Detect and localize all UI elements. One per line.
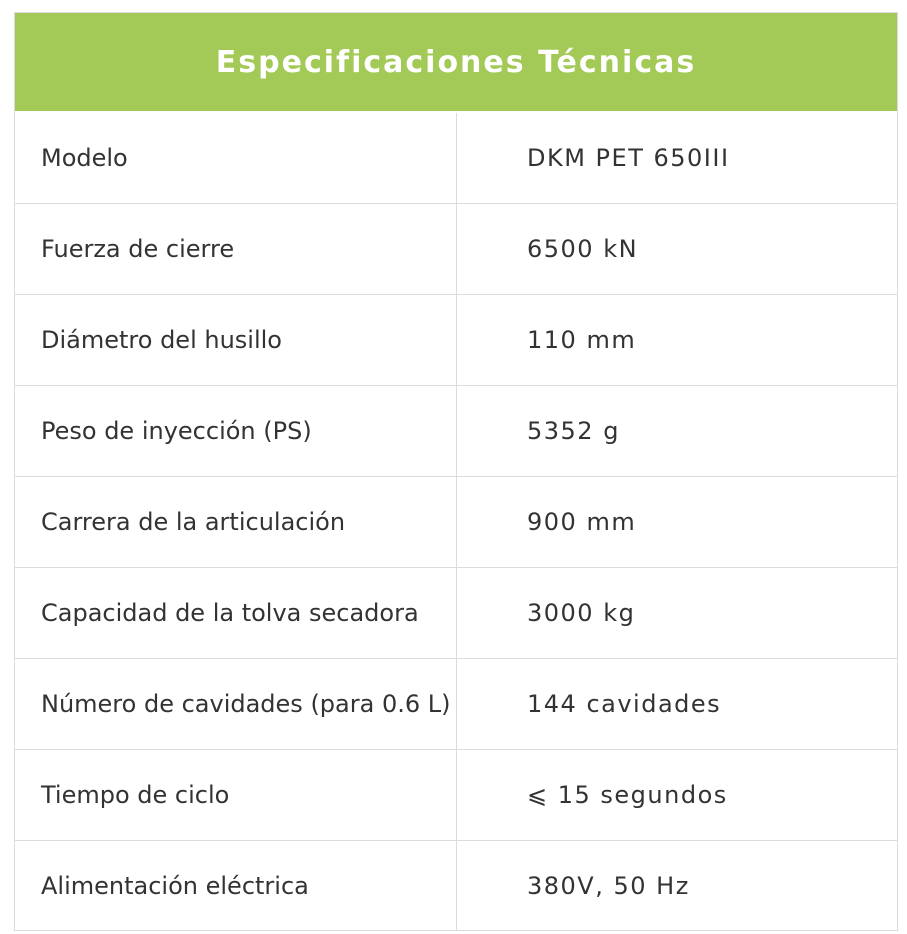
row-value: 144 cavidades — [527, 690, 722, 718]
table-row — [15, 749, 897, 840]
row-value: 3000 kg — [527, 599, 636, 627]
row-value: ⩽ 15 segundos — [527, 781, 728, 809]
table-row — [15, 113, 897, 203]
row-value: 900 mm — [527, 508, 637, 536]
row-value: 110 mm — [527, 326, 637, 354]
row-value: DKM PET 650III — [527, 144, 730, 172]
row-label: Fuerza de cierre — [15, 204, 457, 294]
row-value: 380V, 50 Hz — [527, 871, 690, 900]
table-row — [15, 294, 897, 385]
row-label: Capacidad de la tolva secadora — [15, 568, 457, 658]
table-row — [15, 567, 897, 658]
spec-table — [14, 12, 898, 931]
row-value: 5352 g — [527, 417, 620, 445]
table-title: Especificaciones Técnicas — [215, 44, 697, 80]
row-label: Peso de inyección (PS) — [15, 386, 457, 476]
table-row — [15, 385, 897, 476]
row-label: Carrera de la articulación — [15, 477, 457, 567]
row-label: Diámetro del husillo — [15, 295, 457, 385]
table-row — [15, 476, 897, 567]
row-label: Modelo — [15, 113, 457, 203]
table-row — [15, 658, 897, 749]
table-header — [15, 13, 897, 113]
row-label: Alimentación eléctrica — [15, 841, 457, 930]
row-value: 6500 kN — [527, 235, 639, 263]
row-label: Tiempo de ciclo — [15, 750, 457, 840]
table-row — [15, 203, 897, 294]
row-label: Número de cavidades (para 0.6 L) — [15, 659, 457, 749]
table-row — [15, 840, 897, 930]
